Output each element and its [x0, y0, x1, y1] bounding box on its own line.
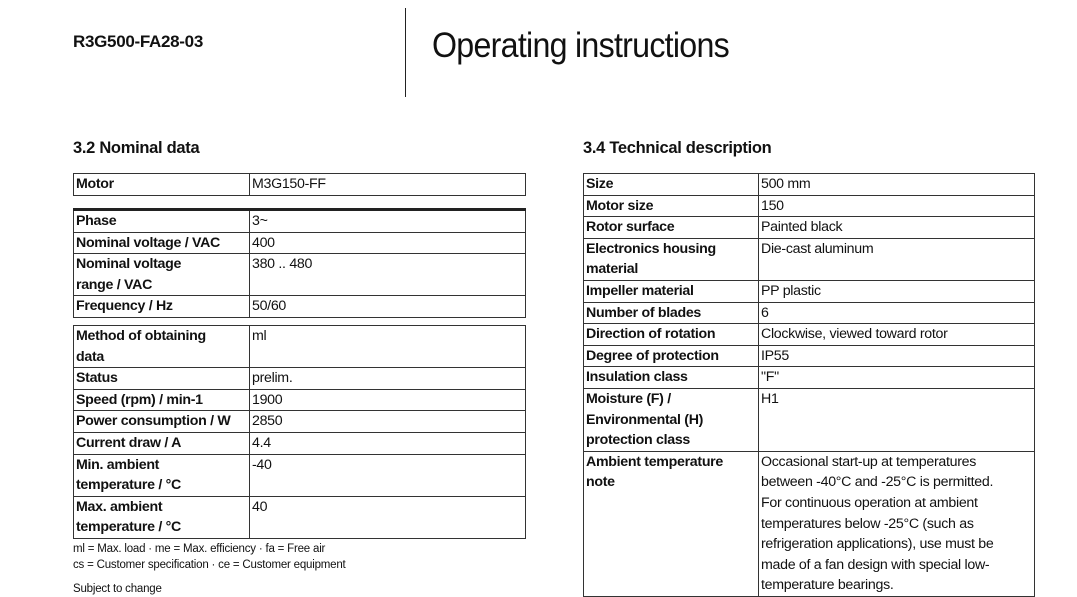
- table-row: [584, 238, 1035, 280]
- technical-description-heading: 3.4 Technical description: [583, 139, 772, 157]
- page-title: Operating instructions: [432, 26, 730, 65]
- row-value: "F": [759, 367, 1035, 389]
- table-row: [584, 195, 1035, 217]
- row-value: 3~: [250, 210, 526, 233]
- row-value: 500 mm: [759, 174, 1035, 196]
- row-label: Max. ambient temperature / °C: [74, 496, 250, 538]
- legend-line-1: ml = Max. load · me = Max. efficiency · fa = Free air: [73, 543, 326, 555]
- table-row: [74, 254, 526, 296]
- table-row: [74, 496, 526, 538]
- row-value: Painted black: [759, 217, 1035, 239]
- row-value: 4.4: [250, 432, 526, 454]
- row-label: Ambient temperature note: [584, 451, 759, 596]
- motor-table: [73, 173, 526, 196]
- row-value: Die-cast aluminum: [759, 238, 1035, 280]
- row-value: H1: [759, 388, 1035, 451]
- row-label: Moisture (F) / Environmental (H) protection class: [584, 388, 759, 451]
- row-label: Motor: [74, 174, 250, 196]
- row-value: M3G150-FF: [250, 174, 526, 196]
- operating-table: [73, 325, 526, 539]
- technical-table: [583, 173, 1035, 597]
- table-row: [584, 174, 1035, 196]
- row-label: Method of obtaining data: [74, 326, 250, 368]
- row-value: 150: [759, 195, 1035, 217]
- row-label: Direction of rotation: [584, 324, 759, 346]
- row-label: Degree of protection: [584, 345, 759, 367]
- table-row: [584, 302, 1035, 324]
- table-row: [584, 280, 1035, 302]
- table-row: [74, 389, 526, 411]
- row-value: IP55: [759, 345, 1035, 367]
- electrical-table: [73, 208, 526, 318]
- table-row: [74, 232, 526, 254]
- row-value: ml: [250, 326, 526, 368]
- row-value: 6: [759, 302, 1035, 324]
- row-value: Occasional start-up at temperatures between -40°C and -25°C is permitted. For continuous operation at ambient temperatures below -25°C (such as refrigeration applications), use must be made of a fan design with special low- temperature bearings.: [759, 451, 1035, 596]
- table-row: [584, 324, 1035, 346]
- row-value: prelim.: [250, 368, 526, 390]
- table-row: [74, 368, 526, 390]
- row-label: Motor size: [584, 195, 759, 217]
- row-label: Status: [74, 368, 250, 390]
- row-label: Min. ambient temperature / °C: [74, 454, 250, 496]
- row-value: 2850: [250, 411, 526, 433]
- header-divider: [405, 8, 406, 97]
- table-row: [74, 296, 526, 318]
- row-value: 40: [250, 496, 526, 538]
- row-label: Insulation class: [584, 367, 759, 389]
- legend-line-2: cs = Customer specification · ce = Customer equipment: [73, 559, 346, 571]
- table-row: [74, 174, 526, 196]
- row-value: 50/60: [250, 296, 526, 318]
- row-label: Rotor surface: [584, 217, 759, 239]
- table-row: [584, 451, 1035, 596]
- nominal-data-heading: 3.2 Nominal data: [73, 139, 200, 157]
- subject-to-change-note: Subject to change: [73, 583, 162, 595]
- row-value: 1900: [250, 389, 526, 411]
- table-row: [584, 345, 1035, 367]
- row-value: Clockwise, viewed toward rotor: [759, 324, 1035, 346]
- table-row: [584, 367, 1035, 389]
- row-label: Current draw / A: [74, 432, 250, 454]
- row-label: Nominal voltage range / VAC: [74, 254, 250, 296]
- row-label: Size: [584, 174, 759, 196]
- table-row: [74, 432, 526, 454]
- row-label: Speed (rpm) / min-1: [74, 389, 250, 411]
- table-row: [584, 217, 1035, 239]
- row-value: 380 .. 480: [250, 254, 526, 296]
- table-row: [74, 411, 526, 433]
- table-row: [74, 454, 526, 496]
- table-row: [584, 388, 1035, 451]
- row-label: Nominal voltage / VAC: [74, 232, 250, 254]
- row-label: Electronics housing material: [584, 238, 759, 280]
- row-label: Power consumption / W: [74, 411, 250, 433]
- row-label: Number of blades: [584, 302, 759, 324]
- row-value: -40: [250, 454, 526, 496]
- row-label: Frequency / Hz: [74, 296, 250, 318]
- table-row: [74, 210, 526, 233]
- row-value: 400: [250, 232, 526, 254]
- model-number: R3G500-FA28-03: [73, 32, 203, 51]
- table-row: [74, 326, 526, 368]
- row-label: Impeller material: [584, 280, 759, 302]
- row-label: Phase: [74, 210, 250, 233]
- row-value: PP plastic: [759, 280, 1035, 302]
